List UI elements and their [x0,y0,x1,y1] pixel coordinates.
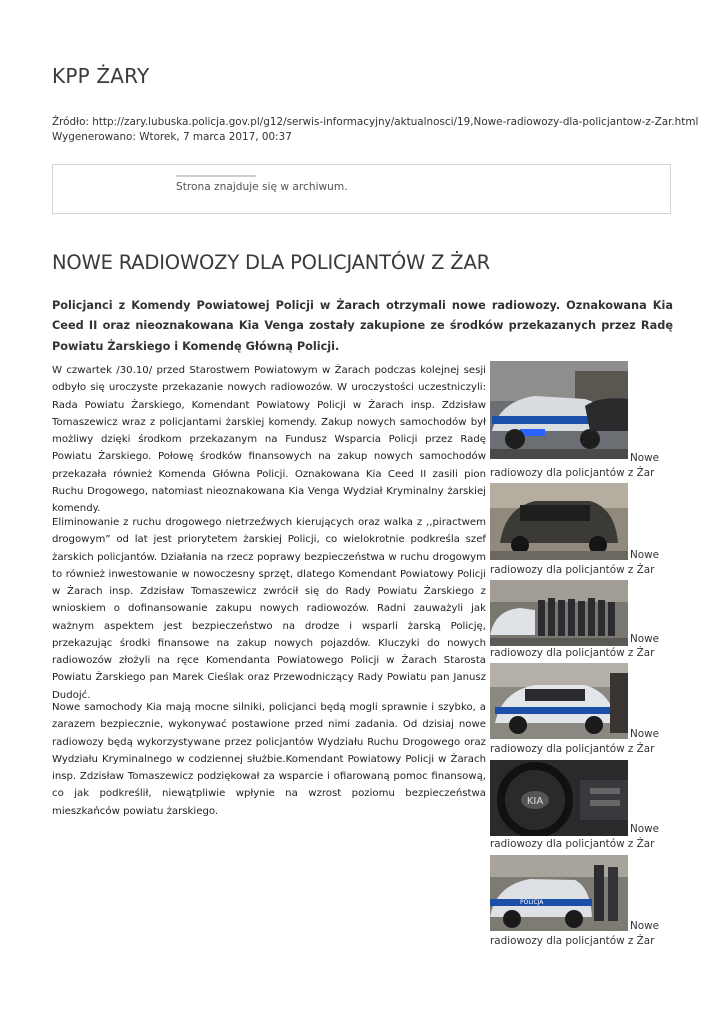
gallery-caption: Nowe [629,920,659,932]
article-lead: Policjanci z Komendy Powiatowej Policji w Żarach otrzymali nowe radiowozy. Oznakowana Kia Ceed II oraz nieoznakowana Kia Venga zostały zakupione ze środków przekazanych przez Radę Powiatu Żarskiego i Komendę Główną Policji. [52,299,673,353]
gallery-caption: Nowe [629,452,659,464]
gallery-caption: Nowe [629,823,659,835]
site-title: KPP ŻARY [52,64,150,88]
gallery-caption: Nowe [629,633,659,645]
police-car-photo[interactable] [490,361,628,459]
gallery-item[interactable] [490,663,674,758]
generated-date: Wygenerowano: Wtorek, 7 marca 2017, 00:37 [52,130,292,143]
gallery-caption: radiowozy dla policjantów z Żar [490,564,655,576]
svg-text:KIA: KIA [526,796,544,807]
police-car-front-photo[interactable] [490,663,628,739]
ceremony-group-photo[interactable] [490,580,628,646]
article-paragraph: W czwartek /30.10/ przed Starostwem Powiatowym w Żarach podczas kolejnej sesji odbyło się uroczyste przekazanie nowych radiowozów. W uroczystości uczestniczyli: Rada Powiatu Żarskiego, Komendant Powiatowy Policji w Żarach insp. Zdzisław Tomaszewicz wraz z policjantami żarskiej komendy. Zakup nowych samochodów był możliwy dzięki środkom przekazanym na Fundusz Wsparcia Policji przez Radę Powiatu Żarskiego. Połowę środków finansowych na zakup nowych samochodów przekazała również Komenda Główna Policji. Oznakowana Kia Ceed II zasili pion Ruchu Drogowego, natomiast nieoznakowana Kia Venga Wydział Kryminalny żarskiej komendy. [52,365,486,514]
gallery-item[interactable] [490,855,674,955]
article-title: NOWE RADIOWOZY DLA POLICJANTÓW Z ŻAR [52,251,490,274]
gallery-caption: radiowozy dla policjantów z Żar [490,935,655,947]
article-paragraph: Nowe samochody Kia mają mocne silniki, policjanci będą mogli sprawnie i szybko, a zarazem bezpiecznie, wykonywać postawione przed nimi zadania. Od dzisiaj nowe radiowozy będą wykorzystywane przez policjantów Wydziału Ruchu Drogowego oraz Wydziału Kryminalnego w codziennej służbie.Komendant Powiatowy Policji w Żarach insp. Zdzisław Tomaszewicz podziękował za wsparcie i ofiarowaną pomoc finansową, co jak podkreślił, niewątpliwie wpłynie na wzrost poziomu bezpieczeństwa mieszkańców powiatu żarskiego. [52,702,486,817]
svg-text:POLICJA: POLICJA [520,899,544,906]
source-url[interactable]: Źródło: http://zary.lubuska.policja.gov.pl/g12/serwis-informacyjny/aktualnosci/19,Nowe-radiowozy-dla-policjantow-z-Zar.html [52,116,699,128]
gallery-item[interactable] [490,760,674,855]
kia-venga-photo[interactable] [490,483,628,560]
gallery-item[interactable] [490,361,674,481]
archive-notice-text: Strona znajduje się w archiwum. [176,181,348,193]
meta-info [52,115,698,144]
police-car-officers-photo[interactable] [490,855,628,931]
article-paragraph: Eliminowanie z ruchu drogowego nietrzeźwych kierujących oraz walka z ,,piractwem drogowym” od lat jest priorytetem żarskiej Policji, co wielokrotnie podkreśla szef żarskich policjantów. Działania na rzecz poprawy bezpieczeństwa w ruchu drogowym to również inwestowanie w nowoczesny sprzęt, dlatego Komendant Powiatowy Policji w Żarach insp. Zdzisław Tomaszewicz zwrócił się do Rady Powiatu Żarskiego z wnioskiem o dofinansowanie zakupu nowych radiowozów. Radni zauważyli jak ważnym aspektem jest bezpieczeństwo na drodze i wsparli żarską Policję, przekazując środki finansowe na zakup nowych pojazdów. Kluczyki do nowych radiowozów złożyli na ręce Komendanta Powiatowego Policji w Żarach Starosta Powiatu Żarskiego pan Marek Cieślak oraz Przewodniczący Rady Powiatu pan Janusz Dudojć. [52,517,486,701]
gallery-caption: radiowozy dla policjantów z Żar [490,647,655,659]
steering-wheel-photo[interactable] [490,760,628,836]
archive-notice [52,164,671,214]
gallery-caption: Nowe [629,728,659,740]
gallery-caption: Nowe [629,549,659,561]
gallery-item[interactable] [490,580,674,665]
gallery-caption: radiowozy dla policjantów z Żar [490,838,655,850]
notice-bar [176,175,256,177]
gallery-caption: radiowozy dla policjantów z Żar [490,743,655,755]
gallery-caption: radiowozy dla policjantów z Żar [490,467,655,479]
gallery-item[interactable] [490,483,674,578]
